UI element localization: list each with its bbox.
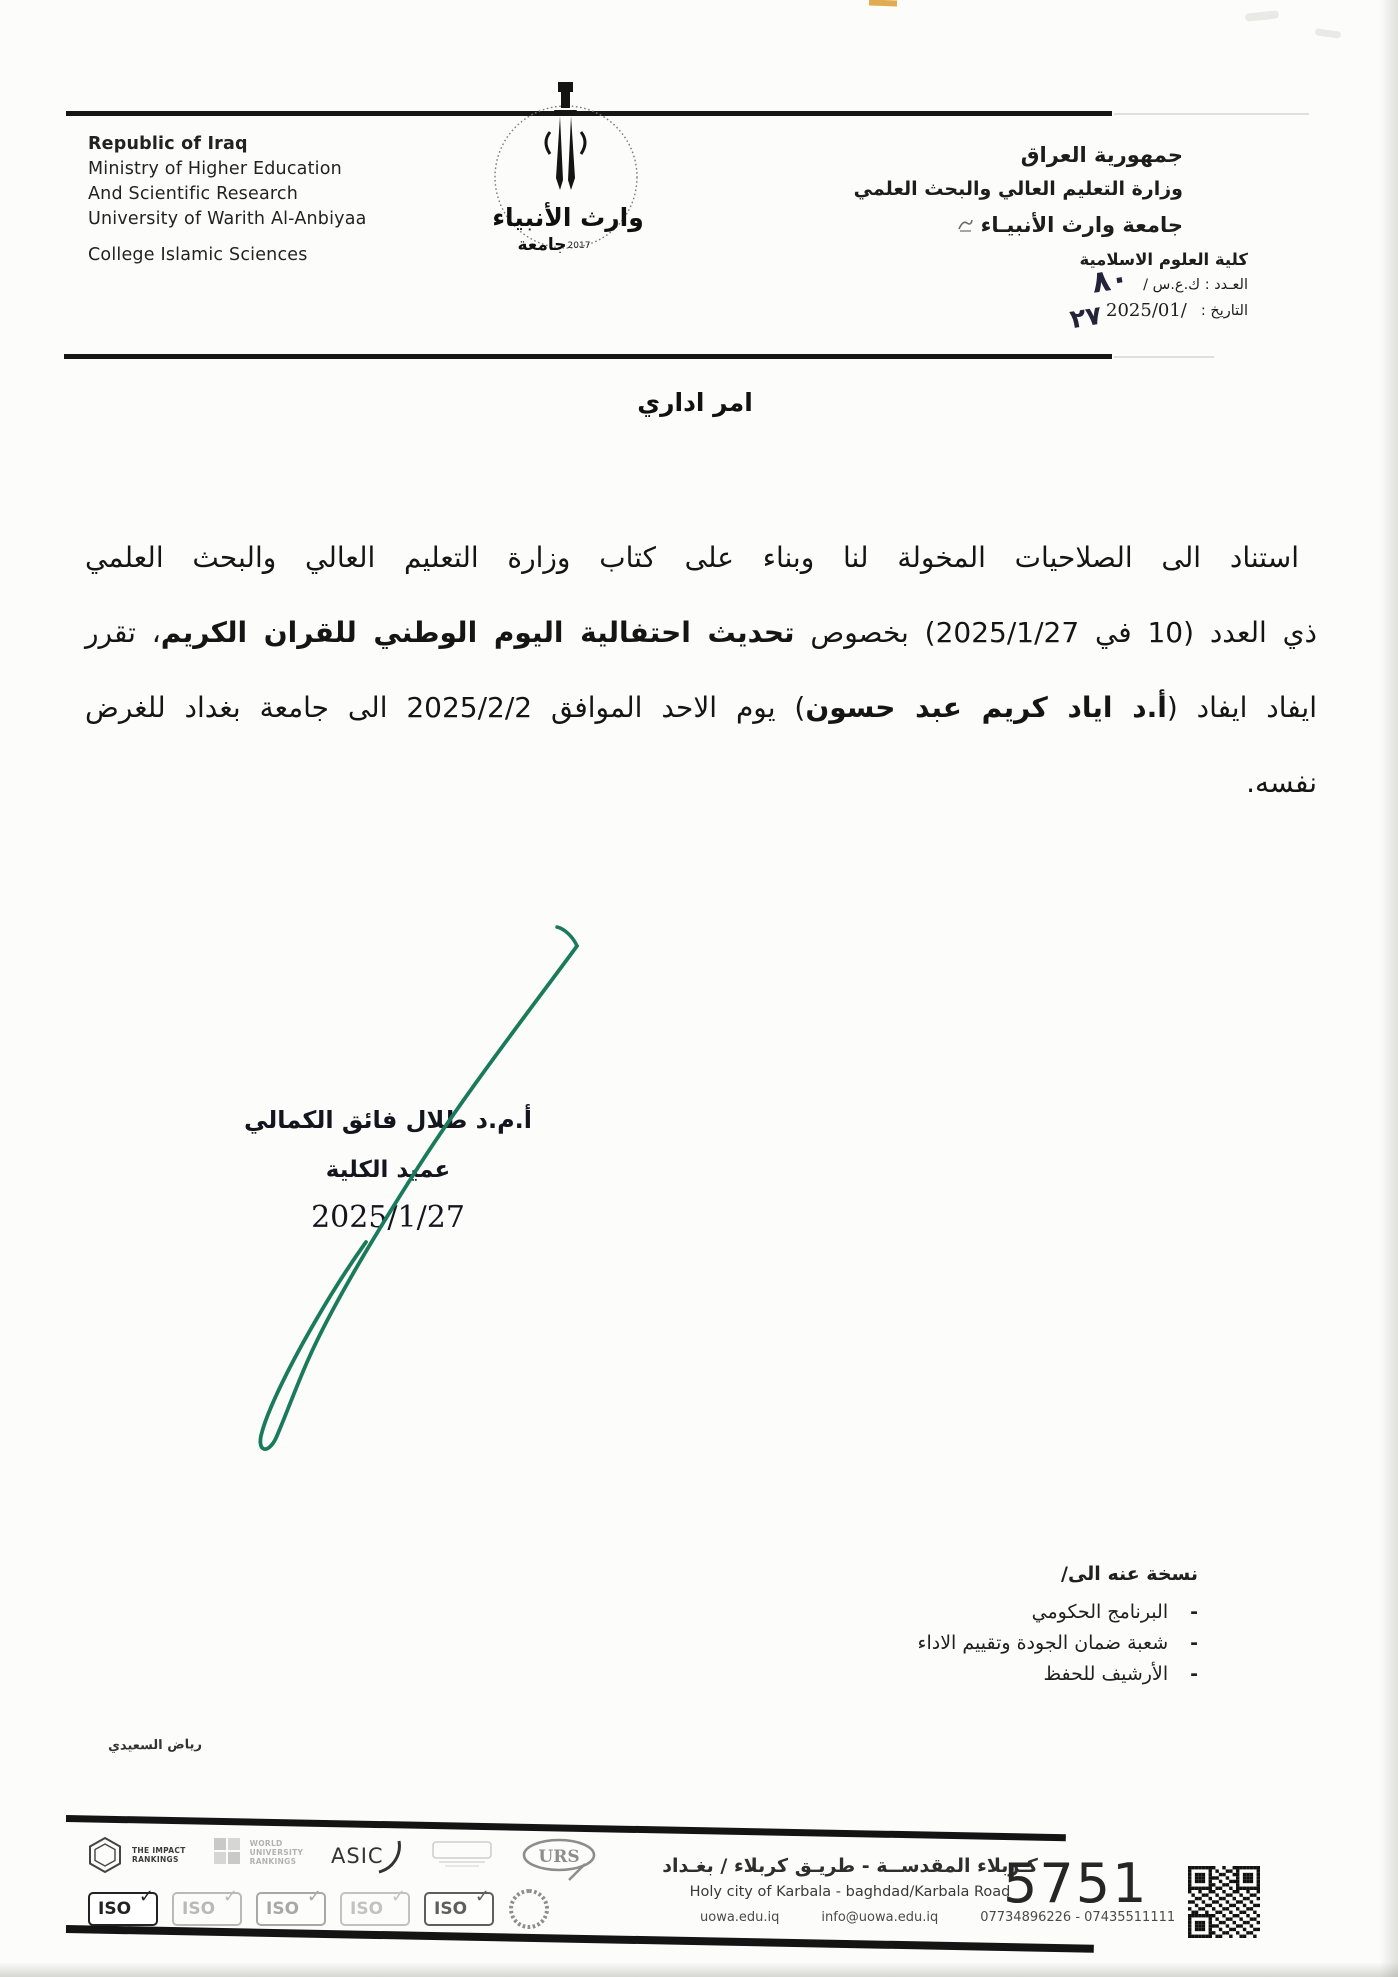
asic-icon xyxy=(329,1836,405,1876)
footer-address-english: Holy city of Karbala - baghdad/Karbala Road xyxy=(689,1884,1011,1900)
signature-date: 2025/1/27 xyxy=(311,1200,465,1235)
ref-number-label: العـدد : ك.ع.س / xyxy=(1143,277,1248,293)
footer-address-arabic: كـربلاء المقدســة - طريـق كربلاء / بغـداد xyxy=(662,1855,1038,1877)
cc-heading: نسخة عنه الى/ xyxy=(1061,1563,1198,1585)
faded-stamp-icon xyxy=(431,1836,493,1870)
cc-block xyxy=(918,1563,1198,1690)
emblem-calligraphy xyxy=(492,202,643,255)
ministry-en-2: And Scientific Research xyxy=(88,184,298,204)
document-ref-number: 5751 xyxy=(1003,1852,1149,1915)
letterhead-english xyxy=(88,132,367,268)
cc-item: البرنامج الحكومي xyxy=(1031,1601,1169,1623)
letterhead-arabic xyxy=(854,138,1183,243)
body-line-3 xyxy=(85,670,1317,745)
university-emblem xyxy=(472,80,656,264)
header-top-rule-tail xyxy=(1114,113,1309,115)
university-ar: جامعة وارث الأنبيـاء xyxy=(980,213,1183,237)
iso-label: ISO xyxy=(434,1899,468,1919)
qs-text-1: WORLD xyxy=(249,1838,283,1848)
check-icon: ✓ xyxy=(474,1886,490,1907)
iso-label: ISO xyxy=(98,1899,132,1919)
iso-label: ISO xyxy=(182,1899,216,1919)
sword-icon xyxy=(546,82,585,190)
qr-code xyxy=(1188,1866,1260,1938)
country-ar: جمهورية العراق xyxy=(1020,143,1183,167)
scan-smudge xyxy=(1245,10,1280,22)
iso-badge xyxy=(172,1886,242,1926)
body-line-2-bold: تحديث احتفالية اليوم الوطني للقران الكريم xyxy=(160,616,795,649)
body-line-1 xyxy=(85,520,1317,595)
impact-rankings-text-1: THE IMPACT xyxy=(132,1846,186,1855)
scan-smudge xyxy=(1315,28,1342,39)
ministry-ar: وزارة التعليم العالي والبحث العلمي xyxy=(853,178,1183,200)
check-icon: ✓ xyxy=(222,1886,238,1907)
urs-icon xyxy=(519,1836,601,1882)
qs-text-2: UNIVERSITY xyxy=(249,1847,304,1857)
body-line-4 xyxy=(85,745,1317,820)
asic-text: ASIC xyxy=(331,1844,384,1868)
email: info@uowa.edu.iq xyxy=(821,1910,939,1925)
document-title: امر اداري xyxy=(637,388,753,417)
cc-item-row xyxy=(918,1597,1198,1628)
cc-item-row xyxy=(918,1659,1198,1690)
university-en: University of Warith Al-Anbiyaa xyxy=(88,209,367,229)
phone-numbers: 07734896226 - 07435511111 xyxy=(980,1910,1176,1925)
urs-logo xyxy=(519,1836,601,1882)
letterhead-arabic-refs xyxy=(1068,248,1248,336)
accreditation-logos xyxy=(86,1836,601,1882)
impact-rankings-text-2: RANKINGS xyxy=(132,1855,179,1864)
body-line-2 xyxy=(85,595,1317,670)
iso-label: ISO xyxy=(266,1899,300,1919)
dean-name: أ.م.د طلال فائق الكمالي xyxy=(243,1106,533,1134)
urs-text: URS xyxy=(538,1847,580,1867)
college-en: College Islamic Sciences xyxy=(88,245,308,265)
dean-title: عميد الكلية xyxy=(325,1157,451,1183)
ministry-en-1: Ministry of Higher Education xyxy=(88,159,342,179)
qs-icon xyxy=(212,1836,242,1868)
cc-bullet: - xyxy=(1190,1632,1198,1654)
cc-bullet: - xyxy=(1190,1601,1198,1623)
mini-emblem-icon xyxy=(957,217,974,234)
impact-rankings-logo xyxy=(86,1836,186,1874)
check-icon: ✓ xyxy=(390,1886,406,1907)
ref-date-printed: 2025/01/ xyxy=(1106,300,1187,321)
scan-edge-shadow-bottom xyxy=(0,1962,1398,1977)
signature-block xyxy=(243,1100,533,1238)
country-en: Republic of Iraq xyxy=(88,134,248,154)
faded-stamp-logo xyxy=(431,1836,493,1870)
ref-number-handwritten: ٨٠ xyxy=(1089,260,1132,301)
document-body xyxy=(85,520,1317,820)
body-line-1-text: استناد الى الصلاحيات المخولة لنا وبناء على كتاب وزارة التعليم العالي والبحث العلمي xyxy=(85,541,1299,574)
header-bottom-rule-tail xyxy=(1114,356,1214,358)
emblem-name-text: وارث الأنبياء xyxy=(492,203,644,232)
ref-number-row xyxy=(1070,260,1248,301)
ref-date-label: التاريخ : xyxy=(1200,303,1248,319)
check-icon: ✓ xyxy=(306,1886,322,1907)
emblem-word-text: جامعة xyxy=(517,235,567,255)
impact-rankings-icon xyxy=(86,1836,124,1874)
ref-date-row xyxy=(1068,298,1248,336)
body-line-3-pre: ايفاد ايفاد ( xyxy=(1166,691,1317,724)
header-bottom-rule xyxy=(64,354,1112,359)
laurel-wreath-icon xyxy=(508,1888,550,1930)
body-line-2-post: ، تقرر xyxy=(85,616,161,649)
body-line-4-text: نفسه. xyxy=(1246,766,1317,799)
emblem-year-text: 2017 xyxy=(567,241,591,251)
college-ar: كلية العلوم الاسلامية xyxy=(1079,250,1248,269)
body-line-3-bold: أ.د اياد كريم عبد حسون xyxy=(805,691,1167,724)
iso-label: ISO xyxy=(350,1899,384,1919)
cc-bullet: - xyxy=(1190,1663,1198,1685)
qs-wur-logo xyxy=(212,1836,304,1868)
body-line-2-pre: ذي العدد (10 في 2025/1/27) بخصوص xyxy=(794,616,1318,649)
website: uowa.edu.iq xyxy=(700,1910,780,1925)
iso-badge xyxy=(340,1886,410,1926)
cc-item-row xyxy=(918,1628,1198,1659)
scan-edge-shadow-right xyxy=(1380,0,1398,1977)
clerk-annotation: رياض السعيدي xyxy=(107,1737,203,1754)
qs-text-3: RANKINGS xyxy=(249,1856,297,1866)
scan-artifact-orange-tick xyxy=(869,0,897,6)
iso-badges xyxy=(88,1888,550,1930)
iso-badge xyxy=(88,1886,158,1926)
cc-item: الأرشيف للحفظ xyxy=(1043,1663,1169,1685)
iso-badge xyxy=(256,1886,326,1926)
body-line-3-post: ) يوم الاحد الموافق 2025/2/2 الى جامعة بغداد للغرض xyxy=(85,691,806,724)
check-icon: ✓ xyxy=(138,1886,154,1907)
ref-date-handwritten: ٢٧ xyxy=(1068,300,1105,336)
cc-item: شعبة ضمان الجودة وتقييم الاداء xyxy=(917,1632,1169,1654)
iso-badge xyxy=(424,1886,494,1926)
asic-logo xyxy=(329,1836,405,1876)
